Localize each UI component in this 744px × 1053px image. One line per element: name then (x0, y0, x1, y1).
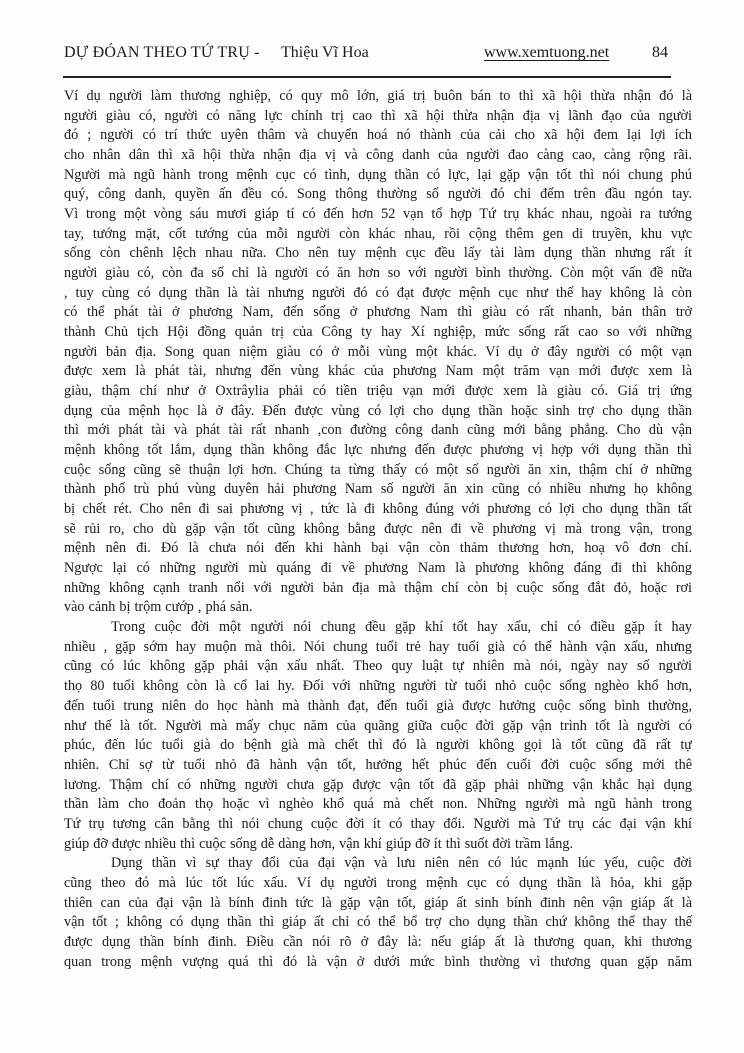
text-line: vào cảnh bị trộm cướp , phá sản. (64, 599, 253, 616)
text-line: Trong cuộc đời một người nói chung đều gặp khí tốt hay xấu, chỉ có điều gặp ít hay (111, 619, 692, 636)
author-name: Thiệu Vĩ Hoa (281, 44, 369, 61)
website-link[interactable]: www.xemtuong.net (484, 44, 610, 61)
text-line: quý, công danh, quyền ấn đều có. Song thông thường số người đó chỉ đếm trên đầu ngón tay. (64, 186, 692, 203)
header-rule (63, 76, 671, 78)
text-line: dụng của mệnh học là ở đây. Đến được vùng có lợi cho dụng thần hoặc sinh trợ cho dụng thần (64, 402, 692, 419)
text-line: được xem là phát tài, nhưng đến vùng khác của phương Nam một trăm vạn mới được xem là (64, 363, 692, 380)
text-line: bị chết rét. Cho nên đi sai phương vị , tức là đi không đúng với phương có lợi cho dụng thần tất (64, 501, 692, 518)
text-line: lương. Thậm chí có những người chưa gặp được vận tốt đã gặp phải những vận khắc hại dụng (64, 776, 692, 793)
text-line: mệnh không tốt lắm, dụng thần không đắc lực nhưng đến được phương vị hợp với dụng thần thì (64, 442, 692, 459)
text-line: được dụng thần bính đinh. Điều cần nói rõ ở đây là: nếu giáp ất là thương quan, khi thương (64, 933, 692, 950)
text-line: nhiên. Chỉ sợ từ tuổi nhỏ đã hành vận tốt, hưởng hết phúc đến cuối đời cuộc sống mới thê (64, 756, 692, 773)
text-line: Tứ trụ tương cân bằng thì nói chung cuộc đời ít có thay đổi. Người mà Tứ trụ các đại vận khí (64, 815, 692, 832)
text-line: thọ 80 tuổi không còn là cổ lai hy. Đối với những người từ tuổi nhỏ cuộc sống nghèo khổ hơn, (64, 678, 692, 695)
text-line: , tuy cùng có dụng thần là tài nhưng người đó có đạt được mệnh cục như thế hay không là còn (64, 284, 692, 301)
text-line: thành phố trù phú vùng duyên hải phương Nam số người ăn xin cũng có nhiều nhưng họ không (64, 481, 692, 498)
text-line: cuộc sống cũng sẽ thuận lợi hơn. Chúng ta từng thấy có một số người ăn xin, thậm chí ở những (64, 461, 692, 478)
text-line: cũng theo đó mà lúc tốt lúc xấu. Ví dụ người trong mệnh cục có dụng thần là hỏa, khi gặp (64, 874, 692, 891)
text-line: đó ; người có trí thức uyên thâm và chuyển hoá nó thành của cải cho xã hội đem lại lợi ích (64, 127, 692, 144)
text-line: quan trong mệnh vượng quá thì đó là vận ở dưới mức bình thường vì thương quan gặp năm (64, 953, 692, 970)
text-line: Người mà ngũ hành trong mệnh cục có tình, dụng thần có lực, lại gặp vận tốt thì nói chung phú (64, 166, 692, 183)
text-line: giúp đỡ được nhiều thì cuộc sống dễ dàng hơn, vận khí giúp đỡ ít thì suốt đời trầm lắng. (64, 835, 574, 852)
text-line: sống còn chênh lệch nhau nữa. Cho nên tuy mệnh cục đều lấy tài làm dụng thần nhưng rất ít (64, 245, 692, 262)
text-line: vận tốt ; không có dụng thần thì giáp ất chỉ có thể bổ trợ cho dụng thần chứ không thể thay thế (64, 914, 692, 931)
text-line: đến tuổi trung niên do học hành mà thành đạt, đến tuổi già được hưởng cuộc sống bình thường, (64, 697, 692, 714)
text-line: phúc, đến lúc tuổi già do bệnh già mà chết thì đó là người không gọi là tốt cũng đã rất tự (64, 737, 692, 754)
text-line: Dụng thần vì sự thay đổi của đại vận và lưu niên nên có lúc mạnh lúc yếu, cuộc đời (111, 855, 692, 872)
text-line: người giàu có, người có năng lực chính trị cao thì xã hội thừa nhận địa vị lãnh đạo của người (64, 107, 692, 124)
text-line: Vì trong một vòng sáu mươi giáp tí có đến hơn 52 vạn tổ hợp Tứ trụ khác nhau, ngoài ra tướng (64, 206, 692, 223)
text-line: người giàu có, còn đa số chỉ là người có ăn hơn so với người bình thường. Còn một vấn đề nữa (64, 265, 692, 282)
text-line: thiên can của đại vận là bính đinh tức là gặp vận tốt, giáp ất sinh bính đinh nên vận giáp ất là (64, 894, 692, 911)
text-line: những không cạnh tranh nổi với người bản địa mà thậm chí còn bị cuộc sống đắt đỏ, hoặc rơi (64, 579, 692, 596)
text-line: cũng có lúc không gặp phải vận xấu nhất. Theo quy luật tự nhiên mà nói, ngày nay số người (64, 658, 692, 675)
text-line: có thể phát tài ở phương Nam, đến sống ở phương Nam thì giàu có rất nhanh, bản thân trở (64, 304, 692, 321)
page-number: 84 (652, 44, 668, 61)
text-line: thì mới phát tài và phát tài rất nhanh ,con đường công danh cũng mới bằng phẳng. Cho dù vận (64, 422, 692, 439)
text-line: Ví dụ người làm thương nghiệp, có quy mô lớn, giá trị buôn bán to thì xã hội thừa nhận đó là (64, 88, 692, 104)
page-body (64, 87, 692, 972)
text-line: giàu, thậm chí như ở Oxtrâylia phải có tiền triệu vạn mới được xem là giàu có. Giá trị ứng (64, 383, 692, 400)
text-line: cho nhân dân thì xã hội thừa nhận địa vị và công danh của người đao càng cao, càng rộng rãi. (64, 147, 692, 164)
text-line: tay, tướng mặt, cốt tướng của mỗi người còn khác nhau, rồi cộng thêm gen di truyền, khu vực (64, 225, 692, 242)
text-line: thành Chủ tịch Hội đồng quản trị của Công ty hay Xí nghiệp, mức sống rất cao so với những (64, 324, 692, 341)
text-line: nhiều , gặp sớm hay muộn mà thôi. Nói chung tuổi trẻ hay tuổi già có thể hành vận xấu, nhưng (64, 638, 692, 655)
text-line: mệnh nên đi. Đó là chưa nói đến khi hành bại vận còn thảm thương hơn, hoạ vô đơn chí. (64, 540, 692, 557)
page-header (0, 44, 744, 66)
text-line: Ngược lại có những người mù quáng đi về phương Nam là phương không đáng đi thì không (64, 560, 692, 577)
text-line: như thế là tốt. Người mà mấy chục năm của quãng giữa cuộc đời gặp vận trình tốt là người có (64, 717, 692, 734)
text-line: người bản địa. Song quan niệm giàu có ở mỗi vùng một khác. Ví dụ ở đây người có một vạn (64, 343, 692, 360)
text-line: thần làm cho đoản thọ hoặc vì nghèo khổ quá mà chết non. Những người mà ngũ hành trong (64, 796, 692, 813)
book-title: DỰ ĐÓAN THEO TỨ TRỤ - (64, 44, 260, 61)
text-line: sẽ rủi ro, cho dù gặp vận tốt cũng không bằng được nên đi về phương vị mà trong vận, trong (64, 520, 692, 537)
